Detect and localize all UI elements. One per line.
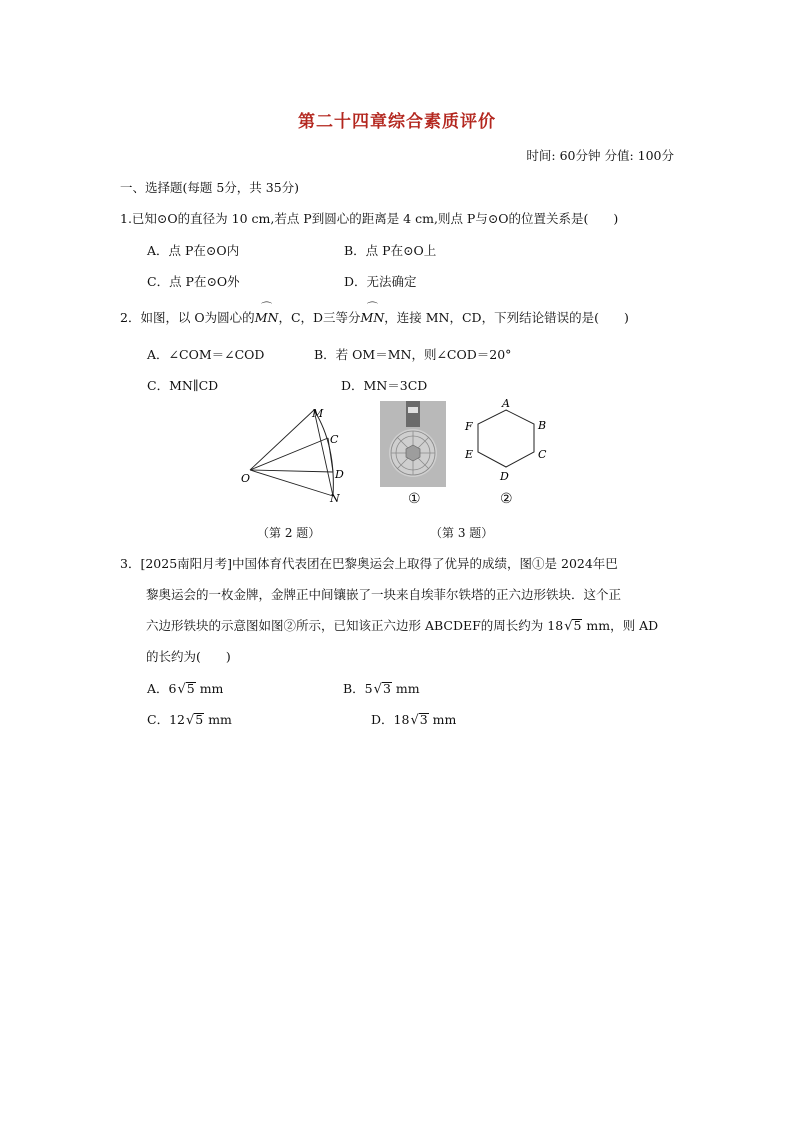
q1-stem: 1.已知⊙O的直径为 10 cm,若点 P到圆心的距离是 4 cm,则点 P与⊙O的位置关系是( ): [120, 211, 619, 226]
q3-option-c: [147, 710, 232, 728]
q3-option-b: [343, 679, 420, 697]
figure-caption-q2: （第 2 题）: [257, 526, 321, 540]
sqrt-symbol: √: [564, 619, 573, 634]
q1-option-d: D．无法确定: [344, 274, 417, 289]
q2-option-d: D．MN＝3CD: [341, 378, 428, 393]
hex-label-d: D: [500, 470, 509, 483]
label-o: O: [241, 472, 251, 485]
q3-option-a-radicand: 5: [186, 681, 195, 696]
figure-caption-q3: （第 3 题）: [430, 526, 494, 540]
figure-hexagon: [458, 394, 558, 494]
q3-line-1: 3．[2025南阳月考]中国体育代表团在巴黎奥运会上取得了优异的成绩，图①是 2024年巴: [120, 556, 618, 571]
q1-option-c: C．点 P在⊙O外: [147, 274, 240, 289]
q2-option-a: A．∠COM＝∠COD: [147, 347, 265, 362]
q3-line-3b: mm，则 AD: [582, 618, 659, 633]
q3-option-c-radicand: 5: [195, 712, 204, 727]
q2-stem: [120, 308, 629, 326]
q3-option-b-unit: mm: [391, 681, 420, 696]
figure-q2-sector: [236, 400, 356, 510]
q3-line-4: 的长约为( ): [146, 649, 231, 664]
q3-line-3: [146, 616, 658, 634]
hex-label-c: C: [538, 448, 547, 461]
q3-option-a: [147, 679, 223, 697]
sqrt-symbol: √: [410, 713, 419, 728]
q2-option-c: C．MN∥CD: [147, 378, 219, 393]
label-c: C: [330, 433, 339, 446]
q3-option-d: [371, 710, 456, 728]
hex-label-a: A: [502, 397, 510, 410]
q1-option-a: A．点 P在⊙O内: [147, 243, 240, 258]
q3-option-c-unit: mm: [204, 712, 232, 727]
q3-option-d-radicand: 3: [419, 712, 428, 727]
q3-option-c-prefix: C．12: [147, 712, 185, 727]
medal-photo: [380, 401, 446, 487]
arc-mn-1: ⌒ MN: [255, 310, 279, 325]
q2-stem-part3: ，连接 MN，CD，下列结论错误的是( ): [384, 310, 629, 325]
sqrt-symbol: √: [177, 682, 186, 697]
q3-option-d-prefix: D．18: [371, 712, 410, 727]
label-n: N: [330, 492, 340, 505]
label-m: M: [312, 407, 324, 420]
sqrt-symbol: √: [185, 713, 195, 728]
q1-option-b: B．点 P在⊙O上: [344, 243, 437, 258]
page-title: 第二十四章综合素质评价: [298, 112, 496, 132]
hex-label-f: F: [465, 420, 473, 433]
hex-label-b: B: [538, 419, 547, 432]
q3-option-a-unit: mm: [195, 681, 224, 696]
q3-option-a-prefix: A．6: [147, 681, 177, 696]
figure-label-1: ①: [408, 491, 421, 507]
q3-option-b-radicand: 3: [382, 681, 391, 696]
q2-option-b: B．若 OM＝MN，则∠COD＝20°: [314, 347, 512, 362]
section-heading: 一、选择题(每题 5分，共 35分): [120, 180, 300, 195]
q2-stem-part1: 2．如图，以 O为圆心的: [120, 310, 255, 325]
q3-line-3a: 六边形铁块的示意图如图②所示，已知该正六边形 ABCDEF的周长约为 18: [146, 618, 564, 633]
q3-option-b-prefix: B．5: [343, 681, 373, 696]
q2-stem-part2: ，C，D三等分: [278, 310, 361, 325]
q3-radicand: 5: [573, 618, 582, 633]
figure-label-2: ②: [500, 491, 513, 507]
q3-line-2: 黎奥运会的一枚金牌，金牌正中间镶嵌了一块来自埃菲尔铁塔的正六边形铁块．这个正: [146, 587, 622, 602]
exam-meta: 时间: 60分钟 分值: 100分: [526, 148, 674, 163]
q3-option-d-unit: mm: [428, 712, 457, 727]
arc-mn-2: ⌒ MN: [361, 310, 385, 325]
sqrt-symbol: √: [373, 682, 382, 697]
hex-label-e: E: [465, 448, 474, 461]
label-d: D: [335, 468, 344, 481]
